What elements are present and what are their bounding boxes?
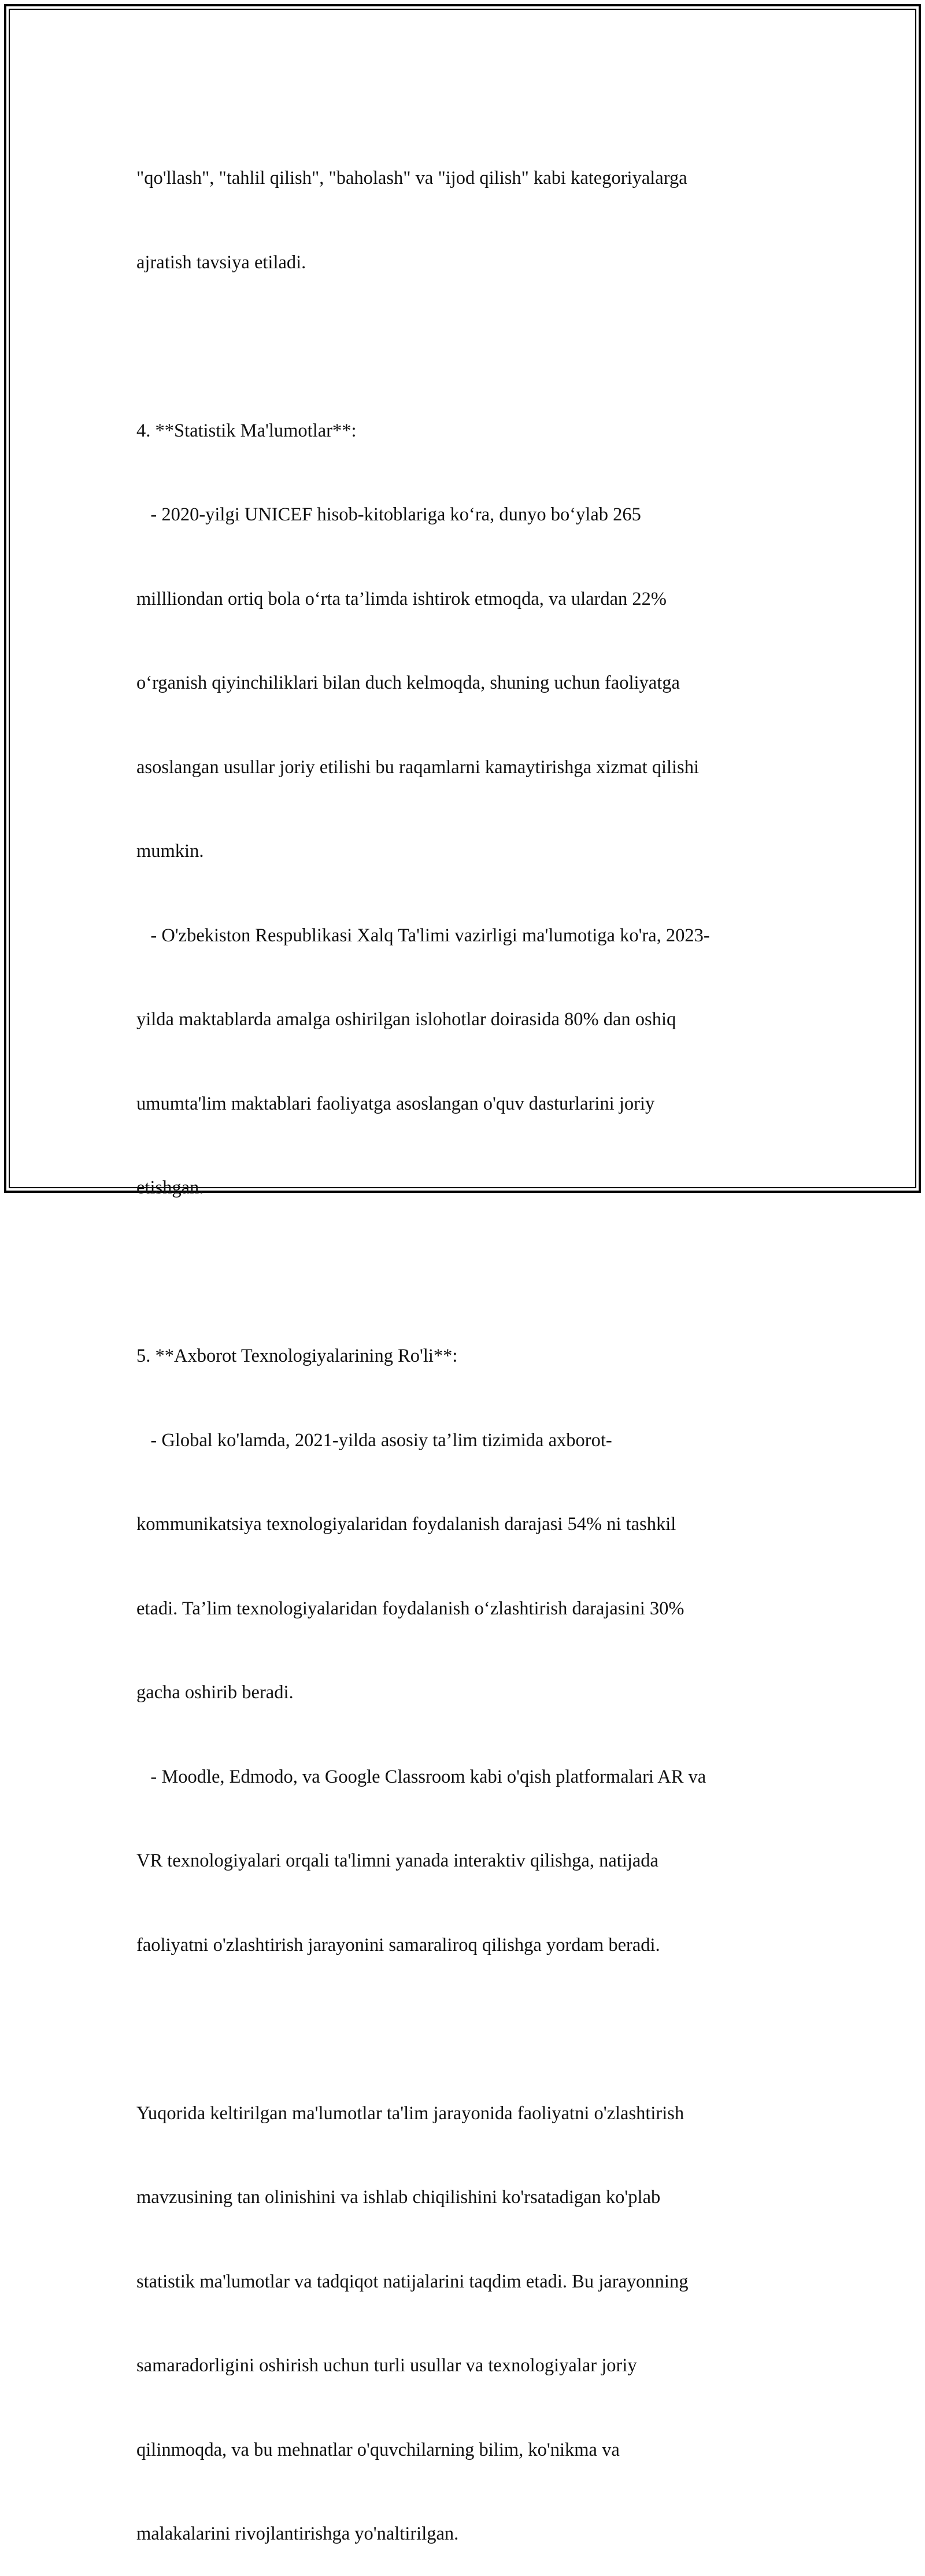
text-line: umumta'lim maktablari faoliyatga asoslangan o'quv dasturlarini joriy (136, 1093, 655, 1114)
text-line: VR texnologiyalari orqali ta'limni yanada interaktiv qilishga, natijada (136, 1850, 658, 1871)
blank-line (136, 1258, 807, 1287)
blank-line (136, 2015, 807, 2043)
text-line: - Global ko'lamda, 2021-yilda asosiy ta’lim tizimida axborot- (136, 1429, 612, 1451)
text-line: yilda maktablarda amalga oshirilgan islohotlar doirasida 80% dan oshiq (136, 1009, 676, 1030)
text-line: asoslangan usullar joriy etilishi bu raqamlarni kamaytirishga xizmat qilishi (136, 756, 699, 778)
text-line: o‘rganish qiyinchiliklari bilan duch kelmoqda, shuning uchun faoliyatga (136, 672, 680, 693)
section-heading: 4. **Statistik Ma'lumotlar**: (136, 420, 357, 441)
text-line: gacha oshirib beradi. (136, 1682, 294, 1703)
document-body (136, 108, 807, 2576)
text-line: millliondan ortiq bola o‘rta ta’limda ishtirok etmoqda, va ulardan 22% (136, 588, 667, 609)
text-line: kommunikatsiya texnologiyalaridan foydalanish darajasi 54% ni tashkil (136, 1514, 676, 1535)
section-heading: 5. **Axborot Texnologiyalarining Ro'li**: (136, 1346, 458, 1366)
text-line: samaradorligini oshirish uchun turli usullar va texnologiyalar joriy (136, 2355, 637, 2376)
text-line: ajratish tavsiya etiladi. (136, 252, 306, 273)
text-line: - Moodle, Edmodo, va Google Classroom kabi o'qish platformalari AR va (136, 1766, 706, 1787)
text-line: faoliyatni o'zlashtirish jarayonini samaraliroq qilishga yordam beradi. (136, 1934, 660, 1956)
text-line: statistik ma'lumotlar va tadqiqot natijalarini taqdim etadi. Bu jarayonning (136, 2271, 689, 2292)
text-line: malakalarini rivojlantirishga yo'naltirilgan. (136, 2523, 459, 2544)
text-line: mumkin. (136, 841, 204, 862)
blank-line (136, 332, 807, 361)
text-line: qilinmoqda, va bu mehnatlar o'quvchilarning bilim, ko'nikma va (136, 2439, 620, 2460)
text-line: Yuqorida keltirilgan ma'lumotlar ta'lim jarayonida faoliyatni o'zlashtirish (136, 2102, 684, 2124)
text-line: - O'zbekiston Respublikasi Xalq Ta'limi vazirligi ma'lumotiga ko'ra, 2023- (136, 925, 710, 946)
text-line: mavzusining tan olinishini va ishlab chiqilishini ko'rsatadigan ko'plab (136, 2187, 661, 2208)
text-line: etadi. Ta’lim texnologiyalaridan foydalanish o‘zlashtirish darajasini 30% (136, 1598, 684, 1619)
text-line: - 2020-yilgi UNICEF hisob-kitoblariga ko‘ra, dunyo bo‘ylab 265 (136, 504, 641, 525)
text-line: "qo'llash", "tahlil qilish", "baholash" va "ijod qilish" kabi kategoriyalarga (136, 168, 687, 189)
text-line: etishgan. (136, 1177, 204, 1198)
